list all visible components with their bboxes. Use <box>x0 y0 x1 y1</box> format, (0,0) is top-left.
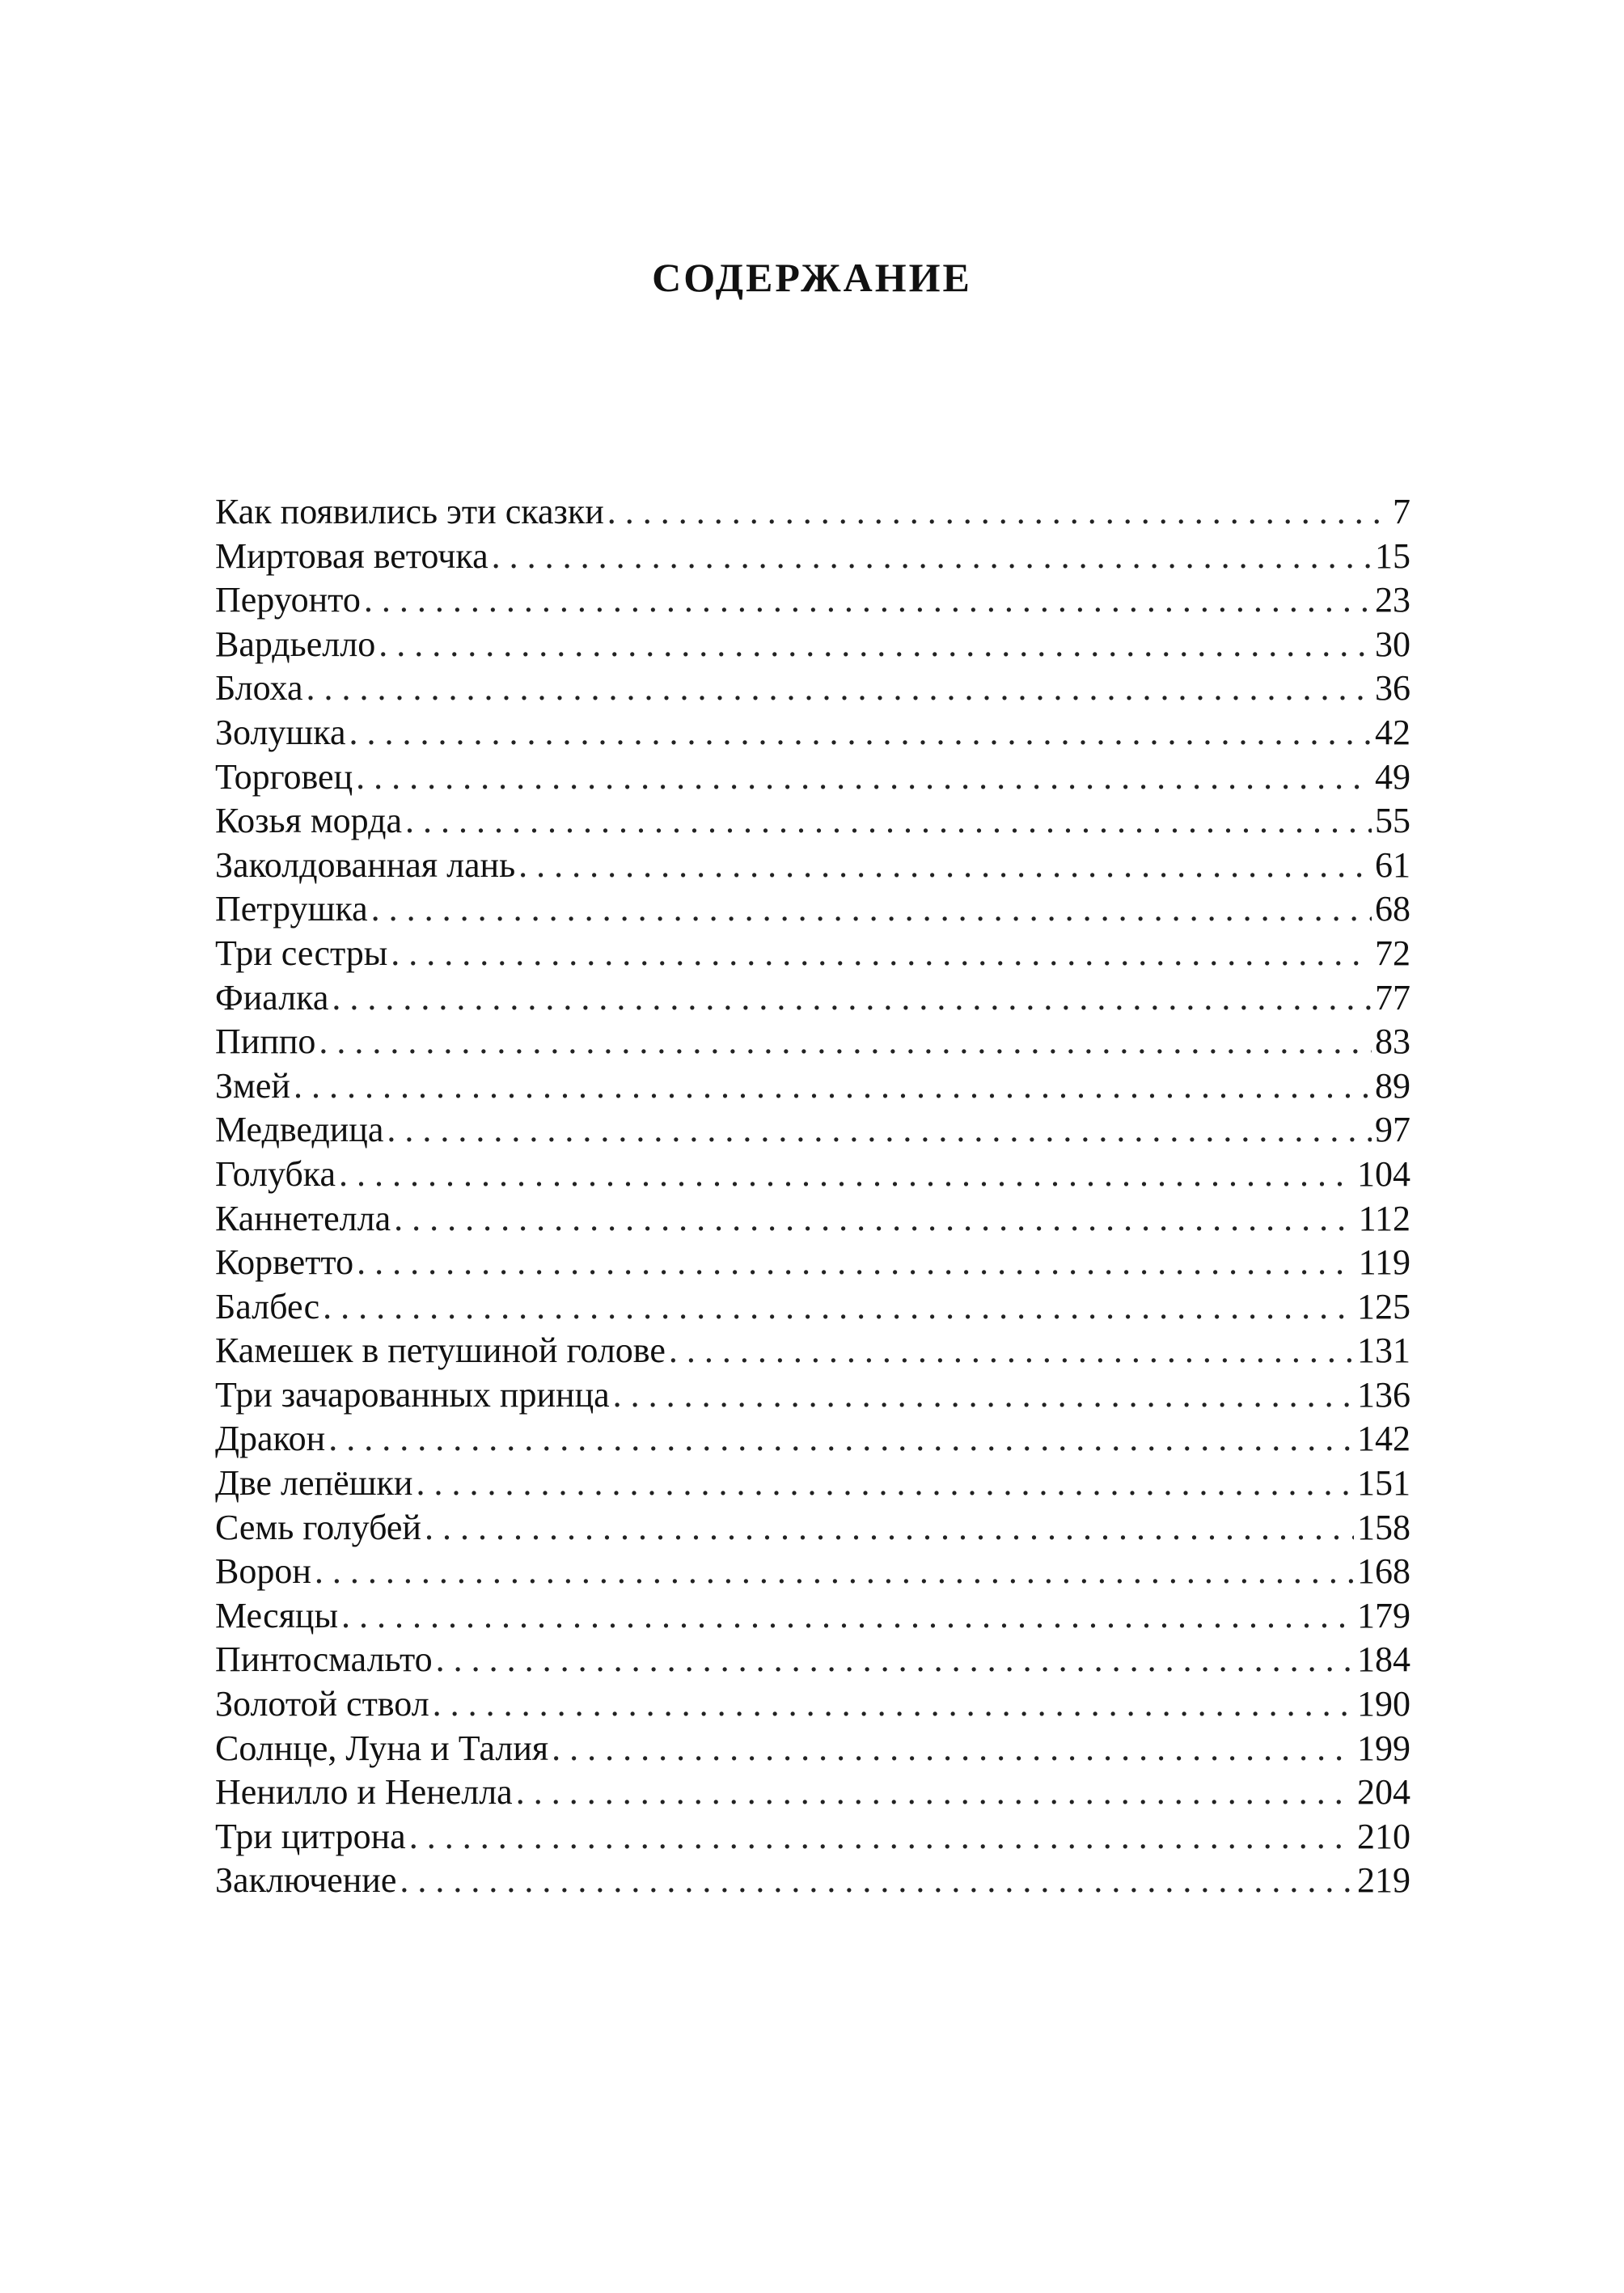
toc-entry <box>215 666 1410 711</box>
toc-entry-title: Три цитрона <box>215 1816 406 1856</box>
toc-entry-page-number: 97 <box>1375 1110 1410 1150</box>
dot-leader <box>394 1197 1355 1242</box>
dot-leader <box>518 844 1372 888</box>
toc-entry-page-number: 136 <box>1357 1374 1410 1415</box>
dot-leader <box>328 1417 1354 1462</box>
toc-entry-title: Пинтосмальто <box>215 1639 433 1680</box>
dot-leader <box>356 755 1372 800</box>
toc-entry-page-number: 125 <box>1357 1286 1410 1326</box>
toc-entry-title: Месяцы <box>215 1595 339 1635</box>
toc-entry-page-number: 158 <box>1357 1507 1410 1547</box>
toc-entry-page-number: 151 <box>1357 1463 1410 1504</box>
dot-leader <box>294 1064 1372 1109</box>
dot-leader <box>357 1241 1355 1285</box>
toc-entry-title: Торговец <box>215 756 353 797</box>
toc-entry <box>215 1417 1410 1462</box>
toc-entry <box>215 1241 1410 1285</box>
toc-entry-title: Семь голубей <box>215 1507 421 1547</box>
toc-entry-title: Балбес <box>215 1286 320 1326</box>
toc-entry-page-number: 184 <box>1357 1639 1410 1680</box>
toc-entry-page-number: 119 <box>1358 1242 1410 1283</box>
toc-entry-title: Золотой ствол <box>215 1684 429 1724</box>
dot-leader <box>425 1506 1354 1551</box>
toc-entry-page-number: 36 <box>1375 668 1410 709</box>
toc-entry-title: Блоха <box>215 668 303 709</box>
toc-entry <box>215 1638 1410 1682</box>
dot-leader <box>416 1462 1354 1506</box>
dot-leader <box>307 666 1372 711</box>
toc-entry-title: Заколдованная лань <box>215 844 516 885</box>
toc-entry-title: Перуонто <box>215 580 361 620</box>
toc-entry <box>215 755 1410 800</box>
dot-leader <box>379 623 1372 667</box>
toc-entry <box>215 976 1410 1021</box>
toc-entry-title: Козья морда <box>215 801 403 841</box>
toc-entry-page-number: 68 <box>1375 889 1410 929</box>
toc-entry-title: Две лепёшки <box>215 1463 413 1504</box>
toc-entry-title: Как появились эти сказки <box>215 492 604 531</box>
toc-entry-page-number: 7 <box>1393 492 1410 531</box>
dot-leader <box>492 535 1372 579</box>
toc-entry-page-number: 168 <box>1357 1551 1410 1592</box>
toc-entry-title: Голубка <box>215 1153 336 1194</box>
toc-entry <box>215 1462 1410 1506</box>
toc-entry <box>215 1285 1410 1330</box>
toc-entry-title: Ворон <box>215 1551 311 1592</box>
toc-entry-page-number: 104 <box>1357 1153 1410 1194</box>
toc-entry-page-number: 23 <box>1375 580 1410 620</box>
dot-leader <box>391 932 1372 976</box>
toc-entry <box>215 1108 1410 1153</box>
toc-entry <box>215 578 1410 623</box>
toc-entry-page-number: 89 <box>1375 1065 1410 1106</box>
dot-leader <box>552 1727 1354 1771</box>
dot-leader <box>607 490 1389 535</box>
toc-entry-page-number: 142 <box>1357 1419 1410 1459</box>
toc-entry <box>215 535 1410 579</box>
dot-leader <box>516 1771 1354 1815</box>
toc-entry-title: Корветто <box>215 1242 354 1283</box>
toc-entry-title: Заключение <box>215 1860 397 1901</box>
toc-entry-title: Медведица <box>215 1110 384 1150</box>
toc-entry-title: Каннетелла <box>215 1198 391 1238</box>
toc-entry <box>215 1329 1410 1373</box>
toc-entry-title: Солнце, Луна и Талия <box>215 1728 549 1768</box>
dot-leader <box>409 1815 1354 1859</box>
dot-leader <box>319 1020 1372 1064</box>
dot-leader <box>436 1638 1354 1682</box>
toc-entry-title: Ненилло и Ненелла <box>215 1772 513 1813</box>
toc-entry <box>215 1373 1410 1418</box>
toc-entry <box>215 1594 1410 1639</box>
toc-entry-title: Три зачарованных принца <box>215 1374 610 1415</box>
toc-entry-page-number: 199 <box>1357 1728 1410 1768</box>
page-heading: СОДЕРЖАНИЕ <box>652 255 972 300</box>
toc-entry <box>215 1771 1410 1815</box>
toc-entry-page-number: 112 <box>1358 1198 1410 1238</box>
toc-entry <box>215 1197 1410 1242</box>
toc-entry-page-number: 219 <box>1357 1860 1410 1901</box>
toc-entry-title: Камешек в петушиной голове <box>215 1331 666 1371</box>
dot-leader <box>339 1153 1354 1197</box>
toc-entry-page-number: 61 <box>1375 844 1410 885</box>
toc-entry-page-number: 30 <box>1375 624 1410 664</box>
dot-leader <box>332 976 1372 1021</box>
toc-entry-page-number: 42 <box>1375 712 1410 752</box>
dot-leader <box>433 1682 1354 1727</box>
table-of-contents <box>215 490 1410 1903</box>
dot-leader <box>349 711 1372 755</box>
dot-leader <box>669 1329 1354 1373</box>
toc-entry-title: Змей <box>215 1065 290 1106</box>
toc-entry <box>215 1682 1410 1727</box>
toc-entry-page-number: 131 <box>1357 1331 1410 1371</box>
dot-leader <box>315 1550 1354 1594</box>
dot-leader <box>387 1108 1372 1153</box>
toc-entry <box>215 1153 1410 1197</box>
dot-leader <box>405 799 1372 844</box>
toc-entry-page-number: 210 <box>1357 1816 1410 1856</box>
toc-entry <box>215 711 1410 755</box>
toc-entry <box>215 799 1410 844</box>
toc-entry <box>215 932 1410 976</box>
toc-entry-page-number: 77 <box>1375 977 1410 1017</box>
toc-entry <box>215 887 1410 932</box>
dot-leader <box>371 887 1372 932</box>
dot-leader <box>613 1373 1354 1418</box>
toc-entry-title: Дракон <box>215 1419 326 1459</box>
toc-entry-page-number: 49 <box>1375 756 1410 797</box>
toc-entry <box>215 844 1410 888</box>
toc-entry <box>215 1020 1410 1064</box>
toc-entry <box>215 1064 1410 1109</box>
toc-entry <box>215 1815 1410 1859</box>
toc-entry-title: Пиппо <box>215 1022 316 1062</box>
toc-entry-page-number: 190 <box>1357 1684 1410 1724</box>
toc-entry-page-number: 204 <box>1357 1772 1410 1813</box>
dot-leader <box>364 578 1372 623</box>
toc-entry-page-number: 15 <box>1375 535 1410 576</box>
toc-entry-page-number: 83 <box>1375 1022 1410 1062</box>
toc-entry-title: Вардьелло <box>215 624 376 664</box>
dot-leader <box>323 1285 1354 1330</box>
toc-entry <box>215 623 1410 667</box>
dot-leader <box>400 1859 1354 1903</box>
toc-entry <box>215 1506 1410 1551</box>
toc-entry-title: Фиалка <box>215 977 329 1017</box>
dot-leader <box>341 1594 1354 1639</box>
toc-entry-page-number: 179 <box>1357 1595 1410 1635</box>
toc-entry <box>215 1727 1410 1771</box>
toc-entry-page-number: 72 <box>1375 933 1410 973</box>
toc-entry-title: Миртовая веточка <box>215 535 488 576</box>
toc-entry <box>215 1550 1410 1594</box>
toc-entry-title: Три сестры <box>215 933 388 973</box>
toc-entry <box>215 1859 1410 1903</box>
toc-entry-page-number: 55 <box>1375 801 1410 841</box>
toc-entry-title: Золушка <box>215 712 346 752</box>
toc-entry <box>215 490 1410 535</box>
toc-entry-title: Петрушка <box>215 889 368 929</box>
